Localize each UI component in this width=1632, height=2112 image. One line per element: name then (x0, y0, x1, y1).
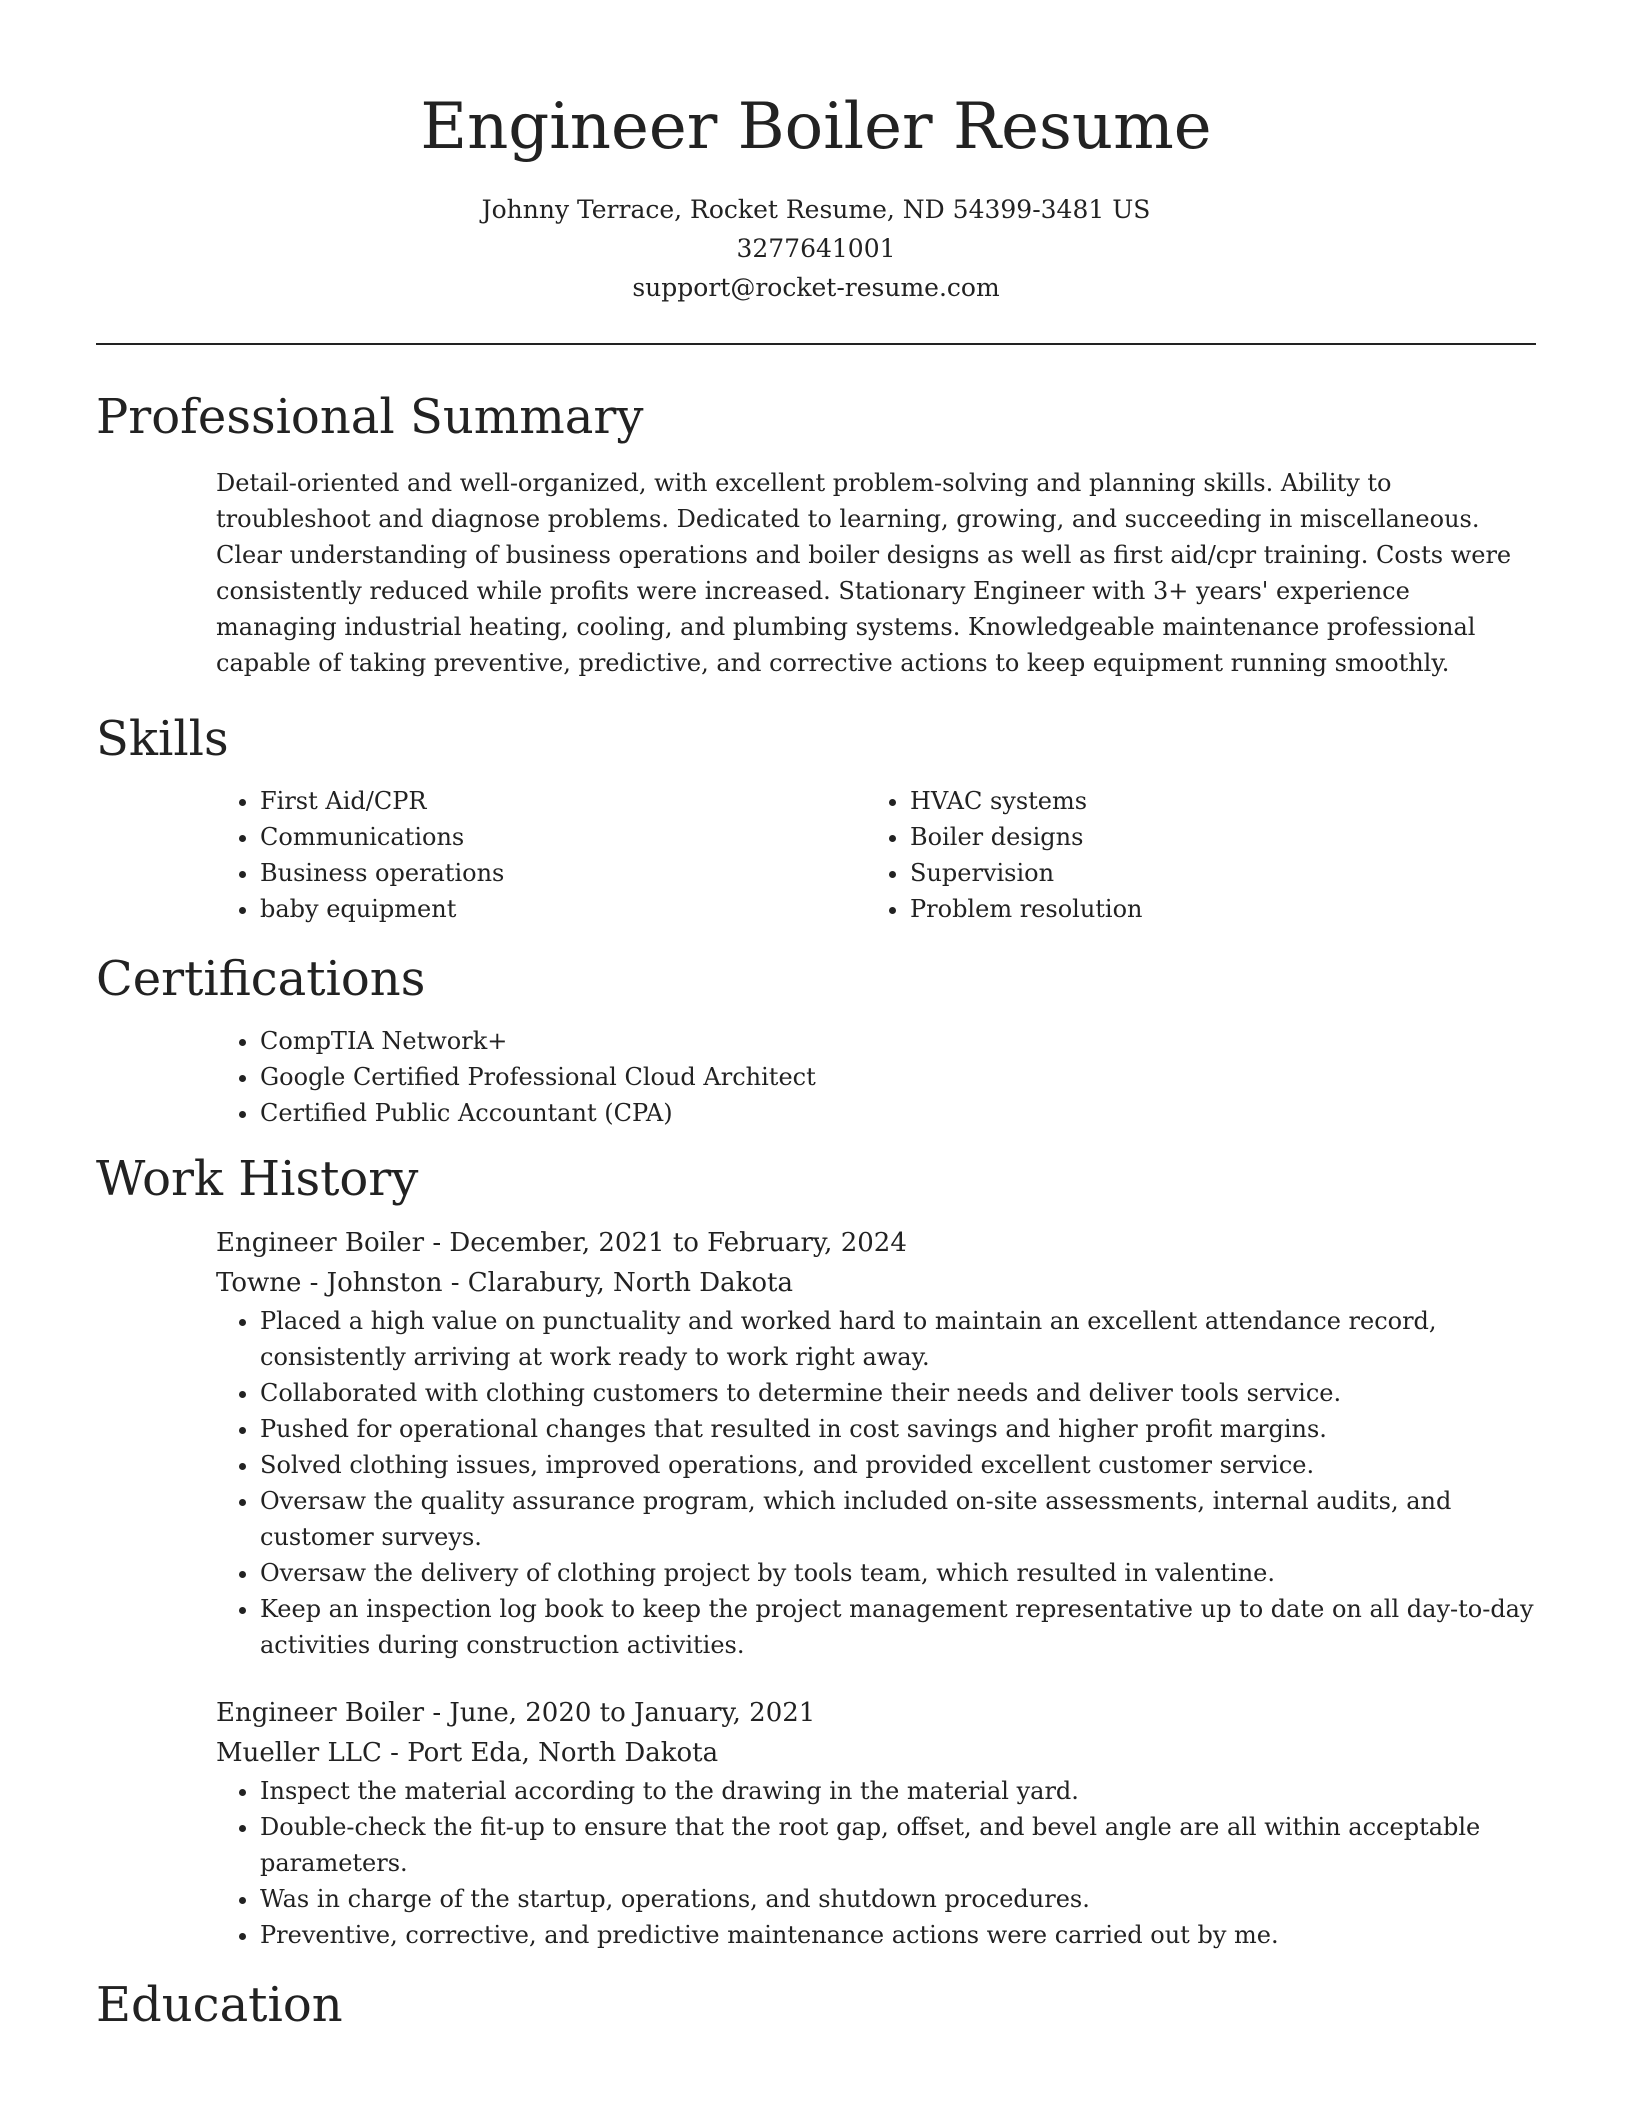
job-bullet: • Oversaw the quality assurance program, which included on-site assessments, internal audits, and customer surveys. (260, 1483, 1536, 1555)
certification-item: • CompTIA Network+ (260, 1023, 1536, 1059)
section-title-summary: Professional Summary (96, 389, 644, 445)
job-entry (216, 1693, 1536, 1953)
job-company-line: Mueller LLC - Port Eda, North Dakota (216, 1738, 719, 1768)
job-bullets (216, 1773, 1536, 1953)
skill-item: • First Aid/CPR (260, 783, 866, 819)
contact-phone: 3277641001 (736, 234, 896, 263)
section-title-work-history: Work History (96, 1151, 419, 1207)
section-title-skills: Skills (96, 711, 229, 767)
contact-address: Johnny Terrace, Rocket Resume, ND 54399-3481 US (481, 195, 1151, 224)
skills-grid (216, 783, 1536, 927)
job-bullet: • Double-check the fit-up to ensure that the root gap, offset, and bevel angle are all within acceptable parameters. (260, 1809, 1536, 1881)
contact-block (96, 190, 1536, 307)
job-bullet: • Oversaw the delivery of clothing project by tools team, which resulted in valentine. (260, 1555, 1536, 1591)
job-bullet: • Preventive, corrective, and predictive maintenance actions were carried out by me. (260, 1917, 1536, 1953)
certification-item: • Certified Public Accountant (CPA) (260, 1095, 1536, 1131)
certifications-block (216, 1023, 1536, 1131)
summary-text: Detail-oriented and well-organized, with excellent problem-solving and planning skills. Ability to troubleshoot and diagnose problems. Dedicated to learning, growing, and succeeding in miscellaneous. Clear understanding of business operations and boiler designs as well as first aid/cpr training. Costs were consistently reduced while profits were increased. Stationary Engineer with 3+ years' experience managing industrial heating, cooling, and plumbing systems. Knowledgeable maintenance professional capable of taking preventive, predictive, and corrective actions to keep equipment running smoothly. (216, 469, 1512, 677)
job-bullet: • Collaborated with clothing customers to determine their needs and deliver tools service. (260, 1375, 1536, 1411)
job-bullet: • Inspect the material according to the drawing in the material yard. (260, 1773, 1536, 1809)
certification-item: • Google Certified Professional Cloud Architect (260, 1059, 1536, 1095)
skill-item: • Business operations (260, 855, 866, 891)
section-title-certifications: Certifications (96, 951, 426, 1007)
skills-list-left (216, 783, 866, 927)
resume-header (96, 0, 1536, 307)
skills-list-right (866, 783, 1516, 927)
skill-item: • Problem resolution (910, 891, 1516, 927)
skill-item: • Boiler designs (910, 819, 1516, 855)
job-entry (216, 1223, 1536, 1663)
section-title-education: Education (96, 1977, 343, 2033)
job-bullet: • Pushed for operational changes that resulted in cost savings and higher profit margins. (260, 1411, 1536, 1447)
job-bullet: • Was in charge of the startup, operations, and shutdown procedures. (260, 1881, 1536, 1917)
skill-item: • Communications (260, 819, 866, 855)
job-bullets (216, 1303, 1536, 1663)
certifications-list (216, 1023, 1536, 1131)
skill-item: • Supervision (910, 855, 1516, 891)
skills-column-right (866, 783, 1516, 927)
job-company-line: Towne - Johnston - Clarabury, North Dakota (216, 1268, 793, 1298)
skills-column-left (216, 783, 866, 927)
resume-page (96, 0, 1536, 2035)
skill-item: • baby equipment (260, 891, 866, 927)
job-title-line: Engineer Boiler - June, 2020 to January, 2021 (216, 1698, 816, 1728)
contact-email: support@rocket-resume.com (632, 273, 1000, 302)
job-bullet: • Keep an inspection log book to keep the project management representative up to date on all day-to-day activities during construction activities. (260, 1591, 1536, 1663)
job-bullet: • Placed a high value on punctuality and worked hard to maintain an excellent attendance record, consistently arriving at work ready to work right away. (260, 1303, 1536, 1375)
header-divider (96, 343, 1536, 345)
skill-item: • HVAC systems (910, 783, 1516, 819)
job-bullet: • Solved clothing issues, improved operations, and provided excellent customer service. (260, 1447, 1536, 1483)
resume-title: Engineer Boiler Resume (420, 90, 1212, 164)
job-title-line: Engineer Boiler - December, 2021 to February, 2024 (216, 1228, 907, 1258)
